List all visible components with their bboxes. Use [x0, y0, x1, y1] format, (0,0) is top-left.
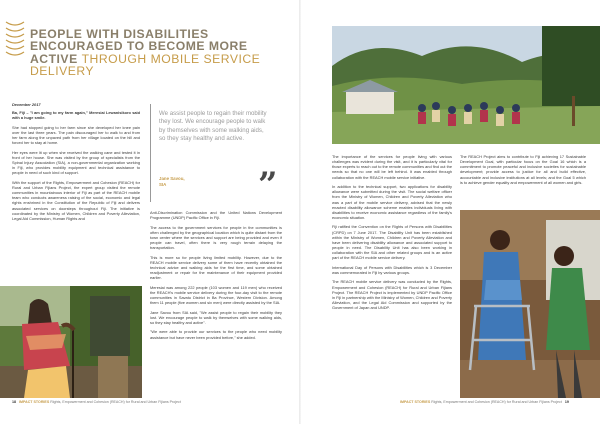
paragraph: Ba, Fiji – "I am going to my farm again," Meresiai Lewanisikoro said with a huge smile. [12, 110, 140, 121]
left-column [12, 102, 140, 225]
footer-text: Rights, Empowerment and Cohesion (REACH) for Rural and Urban Fijians Project [431, 400, 562, 404]
paragraph: The REACH mobile service delivery was conducted by the Rights, Empowerment and Cohesion (REACH) for Rural and Urban Fijians Project. The REACH Project is implemented by UNDP Pacific Office in Fiji in partnership with the Ministry of Women, Children and Poverty Alleviation, and the Legal Aid Commission and supported by the Government of Japan and UNDP. [332, 279, 452, 311]
quote-author [159, 176, 185, 188]
quote-author-name: Jane Savou, [159, 176, 185, 181]
paragraph: In addition to the technical support, two applications for disability allowance were submitted during the visit. The social welfare officer from the Ministry of Women, Children and Poverty Alleviation who was a part of the mobile service delivery, advised that the newly enacted disability allowance scheme enables individuals living with disabilities to receive economic assistance regardless of the family's economic situation. [332, 184, 452, 221]
quote-text: We assist people to regain their mobility they lost. We encourage people to walk by themselves with some walking aids, so they stay healthy and active. [159, 110, 267, 143]
paragraph: The access to the government services for people in the communities is often challenged by the geographical location which is quite distant from the town center where the services and support are being provided and even if people can travel, often there is very rough terrain delaying the transportation. [150, 224, 282, 251]
paragraph: With the support of the Rights, Empowerment and Cohesion (REACH) for Rural and Urban Fijians Project, the expert group visited the remote communities in mountainous interior of Fiji as part of the REACH mobile team who conducts awareness raising of the social, economic and legal rights enshrined in the Constitution of the Republic of Fiji and delivers associated services on doorsteps throughout Fiji. The initiative is coordinated by the Ministry of Women, Children and Poverty Alleviation, Legal Aid Commission, Human Rights and [12, 179, 140, 221]
footer-label: IMPACT STORIES [19, 400, 50, 404]
paragraph: The REACH Project aims to contribute to Fiji achieving 17 Sustainable Development Goal, with particular focus on the Goal 16 which is a commitment to promote peaceful and inclusive societies for sustainable development; provide access to justice for all and build effective, accountable and inclusive institutions at all levels; and the Goal 5 which is to achieve gender equality and empowerment of all women and girls. [460, 154, 586, 185]
paragraph: Anti-Discrimination Commission and the United Nations Development Programme (UNDP) Pacific Office in Fiji. [150, 210, 282, 221]
cane-photo-image [0, 286, 142, 398]
dateline: December 2017 [12, 102, 41, 107]
paragraph: International Day of Persons with Disabilities which is 3 December was commemorated in Fiji by various groups. [332, 264, 452, 276]
paragraph: Meresiai was among 222 people (103 women and 119 men) who received the REACH's mobile service delivery during the four-day visit to the remote communities in Savatu District in Ba Province, Western Division. Among them 11 people (five women and six men) were directly assisted by the SIA. [150, 284, 282, 306]
right-page [300, 0, 600, 424]
paragraph: Fiji ratified the Convention on the Rights of Persons with Disabilities (CRPD) on 7 June 2017. The Disability Unit has been established within the Ministry of Women, Children and Poverty Alleviation and have been delivering disability allowance and associated support to people in need. The Disability Unit has also been working in collaboration with the SIA and other related groups and is an active part of the REACH mobile service delivery. [332, 224, 452, 261]
right-column-1 [332, 154, 452, 315]
paragraph: The importance of the services for people living with various challenges was evident during the visit, and it is particularly vital for those experts to reach out to the remote communities and find out the needs so that no one will be left behind. It was enabled through collaboration with the REACH mobile service initiative. [332, 154, 452, 180]
paragraph: Her eyes were lit up when she received the walking cane and tested it in front of her house. She was visited by the group of specialists from the Spinal Injury Association (SIA), a non-governmental organization working in Fiji, who provides mobility equipment and technical assistance to people in need of such kind of support. [12, 149, 140, 176]
footer-left [12, 400, 181, 405]
headline-part-1: PEOPLE WITH DISABILITIES ENCOURAGED TO BECOME MORE ACTIVE [30, 27, 248, 66]
pull-quote [150, 104, 279, 205]
footer-label: IMPACT STORIES [400, 400, 431, 404]
gathering-photo [332, 26, 600, 144]
footer-right [400, 400, 569, 405]
paragraph: She had stopped going to her farm since she developed her knee pain over the last three years. The pain discouraged her to walk to and from her farm along the unpaved path from her village located on the hill and forced her to stay at home. [12, 124, 140, 146]
right-column-2 [460, 154, 586, 189]
paragraph: Jane Savou from SIA said, "We assist people to regain their mobility they lost. We encourage people to walk by themselves with some walking aids, so they stay healthy and active". [150, 309, 282, 325]
article-headline [30, 28, 295, 78]
walker-photo [460, 210, 600, 398]
gathering-photo-image [332, 26, 600, 144]
footer-text: Rights, Empowerment and Cohesion (REACH) for Rural and Urban Fijians Project [50, 400, 181, 404]
page-number: 18 [12, 400, 16, 404]
quote-mark-icon: ” [258, 165, 278, 205]
paragraph: "We were able to provide our services to the people who need mobility assistance but have never been provided before," she added. [150, 329, 282, 340]
quote-author-org: SIA [159, 182, 167, 187]
middle-column [150, 210, 282, 344]
headline-part-2: THROUGH MOBILE SERVICE DELIVERY [30, 51, 261, 79]
ornament-icon [4, 18, 26, 58]
walker-photo-image [460, 210, 600, 398]
page-number: 19 [564, 400, 569, 404]
cane-photo [0, 286, 142, 398]
paragraph: This is more so for people living limited mobility. However, due to the REACH mobile service delivery some of them have recently obtained the technical advice and walking aids for the first time, and some obtained readjustment or repair for the maintenance of their equipment provided earlier. [150, 254, 282, 281]
